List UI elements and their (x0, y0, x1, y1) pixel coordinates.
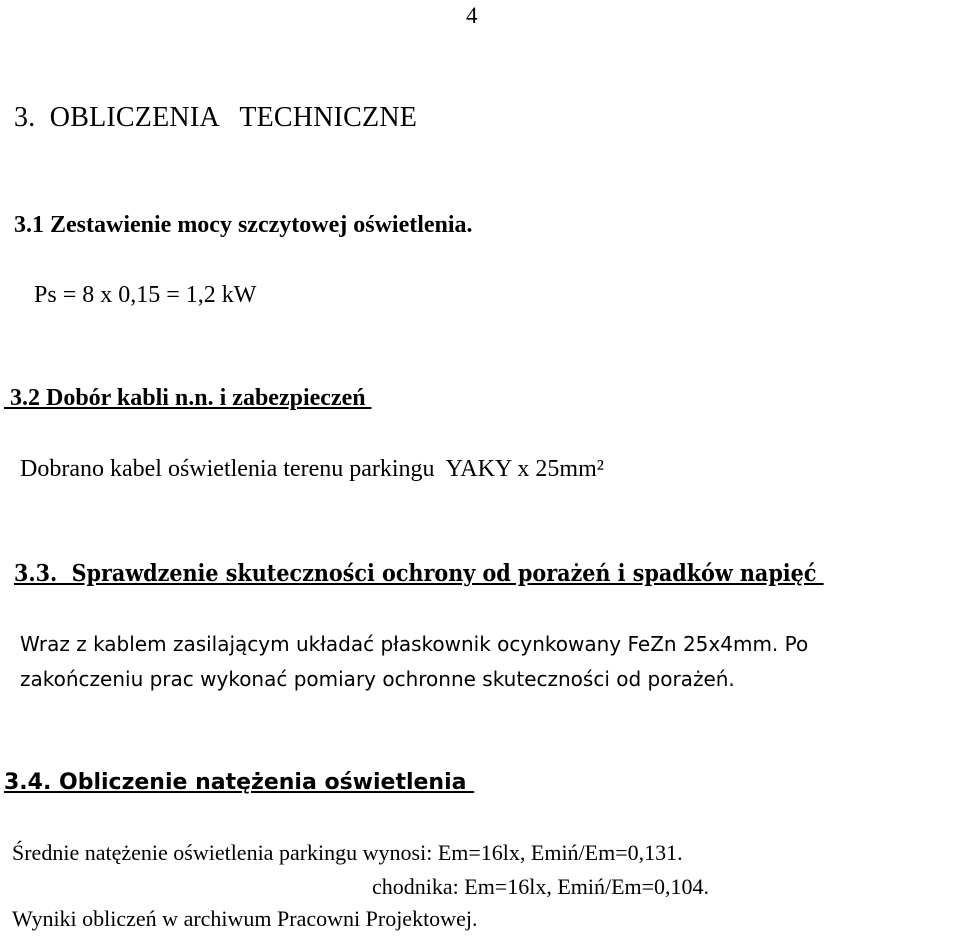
section-title: 3. OBLICZENIA TECHNICZNE (14, 102, 418, 133)
cable-selection-text: Dobrano kabel oświetlenia terenu parkingu YAKY x 25mm² (20, 456, 604, 482)
illuminance-parking-line: Średnie natężenie oświetlenia parkingu wynosi: Em=16lx, Emiń/Em=0,131. (12, 840, 683, 865)
heading-3-1: 3.1 Zestawienie mocy szczytowej oświetlenia. (14, 212, 473, 238)
page-number: 4 (466, 3, 478, 28)
protection-text-line-2: zakończeniu prac wykonać pomiary ochronne skuteczności od porażeń. (20, 667, 735, 691)
heading-3-3: 3.3. Sprawdzenie skuteczności ochrony od porażeń i spadków napięć (14, 560, 824, 587)
power-formula: Ps = 8 x 0,15 = 1,2 kW (34, 282, 257, 308)
protection-text-line-1: Wraz z kablem zasilającym układać płaskownik ocynkowany FeZn 25x4mm. Po (20, 632, 809, 656)
heading-3-2: 3.2 Dobór kabli n.n. i zabezpieczeń (4, 385, 372, 411)
heading-3-4: 3.4. Obliczenie natężenia oświetlenia (4, 770, 475, 795)
illuminance-sidewalk-line: chodnika: Em=16lx, Emiń/Em=0,104. (372, 874, 710, 899)
calculation-archive-line: Wyniki obliczeń w archiwum Pracowni Projektowej. (12, 906, 478, 931)
